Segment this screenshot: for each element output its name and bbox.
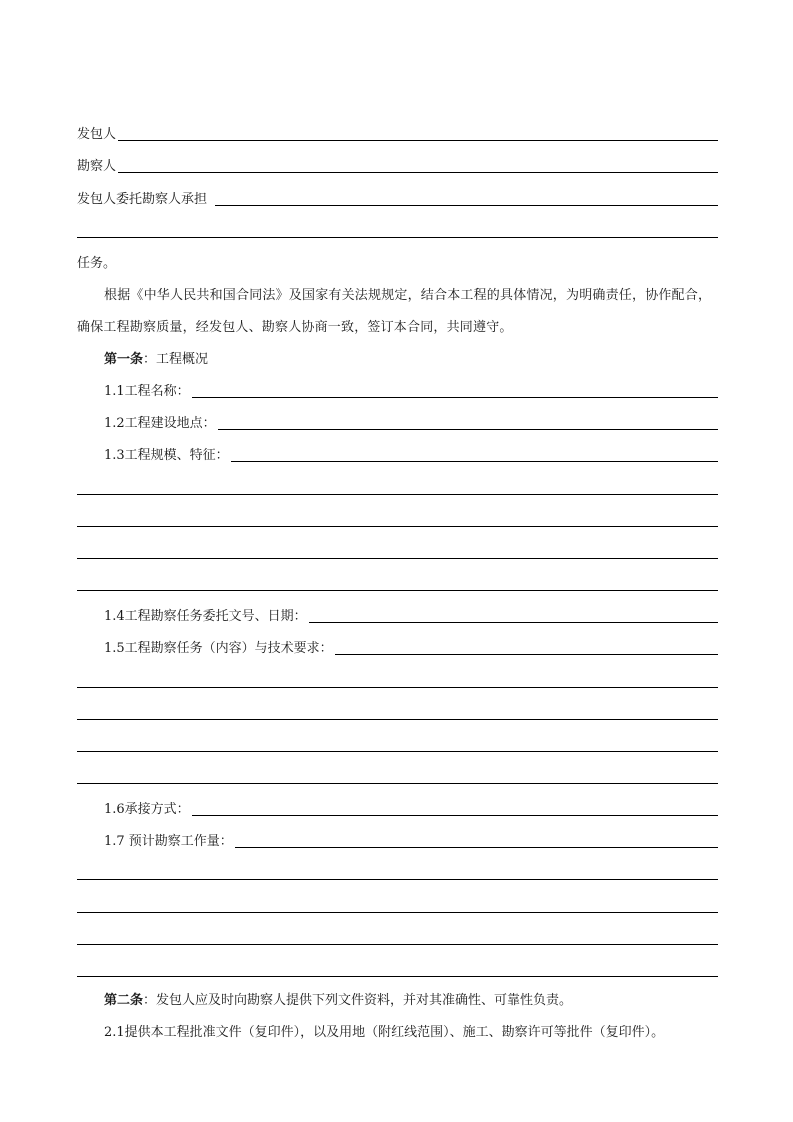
contract-method-field xyxy=(104,799,718,819)
survey-task-field xyxy=(104,638,718,658)
project-scale-blank[interactable] xyxy=(231,460,718,462)
article2-item-2-1: 2.1提供本工程批准文件（复印件），以及用地（附红线范围）、施工、勘察许可等批件（复印件）。 xyxy=(104,1025,665,1040)
project-name-label: 1.1工程名称： xyxy=(104,384,190,399)
workload-line-3[interactable] xyxy=(77,912,718,913)
task-suffix: 任务。 xyxy=(77,256,117,271)
surveyor-label: 勘察人 xyxy=(77,159,117,174)
preamble-paragraph: 根据《中华人民共和国合同法》及国家有关法规规定，结合本工程的具体情况，为明确责任，协作配合，确保工程勘察质量，经发包人、勘察人协商一致，签订本合同，共同遵守。 xyxy=(77,288,712,335)
employer-blank[interactable] xyxy=(118,139,718,141)
project-name-field xyxy=(104,381,718,401)
surveyor-field xyxy=(77,156,718,176)
commission-doc-label: 1.4工程勘察任务委托文号、日期： xyxy=(104,609,307,624)
entrust-blank[interactable] xyxy=(215,204,718,206)
contract-method-label: 1.6承接方式： xyxy=(104,802,190,817)
contract-method-blank[interactable] xyxy=(192,814,718,816)
survey-task-blank[interactable] xyxy=(335,653,718,655)
entrust-blank-line-2[interactable] xyxy=(77,237,718,238)
article2-heading xyxy=(104,985,745,1017)
article1-number: 第一条 xyxy=(104,352,144,367)
project-scale-line-2[interactable] xyxy=(77,494,718,495)
article1-title: ：工程概况 xyxy=(143,352,209,367)
employer-label: 发包人 xyxy=(77,127,117,142)
survey-task-line-4[interactable] xyxy=(77,751,718,752)
project-name-blank[interactable] xyxy=(192,396,718,398)
project-scale-line-3[interactable] xyxy=(77,526,718,527)
project-location-label: 1.2工程建设地点： xyxy=(104,416,216,431)
workload-field xyxy=(104,831,718,851)
entrust-label: 发包人委托勘察人承担 xyxy=(77,192,208,207)
commission-doc-blank[interactable] xyxy=(309,621,718,623)
project-scale-line-5[interactable] xyxy=(77,590,718,591)
project-location-field xyxy=(104,413,718,433)
workload-blank[interactable] xyxy=(235,846,718,848)
article1-heading xyxy=(104,344,745,376)
workload-line-4[interactable] xyxy=(77,944,718,945)
survey-task-line-2[interactable] xyxy=(77,687,718,688)
project-scale-line-4[interactable] xyxy=(77,558,718,559)
project-location-blank[interactable] xyxy=(218,428,718,430)
article2-title: ：发包人应及时向勘察人提供下列文件资料，并对其准确性、可靠性负责。 xyxy=(143,993,573,1008)
surveyor-blank[interactable] xyxy=(118,171,718,173)
entrust-field xyxy=(77,189,718,209)
project-scale-label: 1.3工程规模、特征： xyxy=(104,448,229,463)
article2-number: 第二条 xyxy=(104,993,144,1008)
workload-label: 1.7 预计勘察工作量： xyxy=(104,834,233,849)
project-scale-field xyxy=(104,445,718,465)
workload-line-2[interactable] xyxy=(77,879,718,880)
survey-task-label: 1.5工程勘察任务（内容）与技术要求： xyxy=(104,641,333,656)
survey-task-line-5[interactable] xyxy=(77,783,718,784)
employer-field xyxy=(77,124,718,144)
commission-doc-field xyxy=(104,606,718,626)
workload-line-5[interactable] xyxy=(77,976,718,977)
survey-task-line-3[interactable] xyxy=(77,719,718,720)
